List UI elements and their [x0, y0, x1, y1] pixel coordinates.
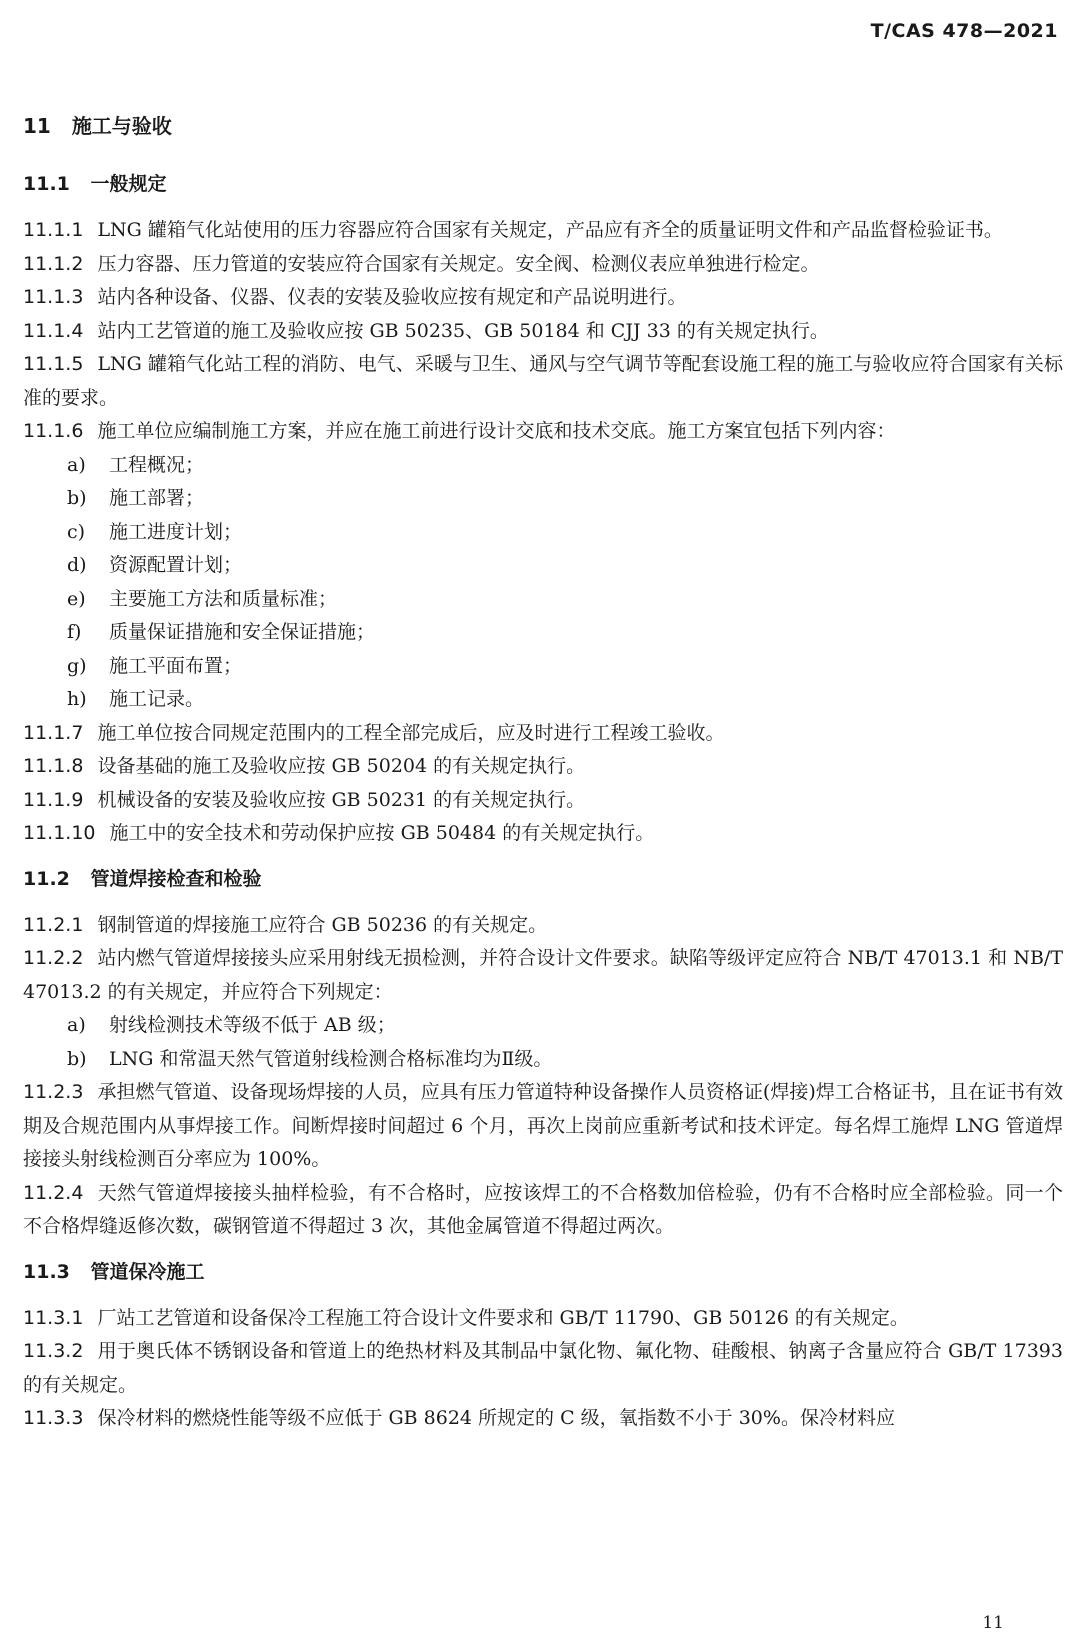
section-number: 11.1: [23, 173, 70, 195]
clause-text: 承担燃气管道、设备现场焊接的人员，应具有压力管道特种设备操作人员资格证(焊接)焊工合格证书，且在证书有效期及合规范围内从事焊接工作。间断焊接时间超过 6 个月，再次上岗前应重新考试和技术评定。每名焊工施焊 LNG 管道焊接接头射线检测百分率应为 100%。: [23, 1081, 1063, 1170]
clause-11-3-3: [23, 1402, 1063, 1436]
clause-11-2-3: [23, 1076, 1063, 1177]
list-item: [67, 583, 1063, 617]
list-item: [67, 449, 1063, 483]
clause-number: 11.2.2: [23, 947, 84, 969]
list-item-label: e): [67, 587, 86, 610]
document-body: [23, 112, 1063, 1436]
clause-11-3-2: [23, 1335, 1063, 1402]
list-item: [67, 516, 1063, 550]
list-item-text: 工程概况；: [109, 453, 205, 476]
clause-number: 11.1.4: [23, 319, 84, 342]
list-item-label: d): [67, 554, 87, 576]
list-item-text: 施工平面布置；: [109, 654, 243, 677]
clause-text: 厂站工艺管道和设备保冷工程施工符合设计文件要求和 GB/T 11790、GB 50126 的有关规定。: [97, 1306, 909, 1329]
clause-11-1-7: [23, 717, 1063, 751]
clause-11-1-5: [23, 348, 1063, 415]
clause-text: 天然气管道焊接接头抽样检验，有不合格时，应按该焊工的不合格数加倍检验，仍有不合格时应全部检验。同一个不合格焊缝返修次数，碳钢管道不得超过 3 次，其他金属管道不得超过两次。: [23, 1181, 1063, 1237]
list-item-text: 主要施工方法和质量标准；: [109, 587, 338, 610]
clause-number: 11.1.7: [23, 721, 84, 744]
list-item: [67, 482, 1063, 516]
list-item-label: f): [67, 621, 82, 643]
list-item-text: LNG 和常温天然气管道射线检测合格标准均为Ⅱ级。: [109, 1047, 553, 1070]
section-heading-11-2: [23, 865, 1063, 893]
list-item: [67, 1043, 1063, 1077]
clause-11-1-1: [23, 214, 1063, 248]
list-item-label: h): [67, 688, 87, 710]
section-number: 11.3: [23, 1260, 70, 1283]
clause-number: 11.1.3: [23, 286, 84, 308]
clause-text: LNG 罐箱气化站使用的压力容器应符合国家有关规定，产品应有齐全的质量证明文件和产品监督检验证书。: [97, 219, 1003, 241]
page-number: 11: [982, 1613, 1004, 1633]
clause-number: 11.1.6: [23, 420, 84, 442]
clause-number: 11.2.3: [23, 1081, 84, 1103]
list-item-label: a): [67, 1014, 86, 1036]
clause-11-1-3: [23, 281, 1063, 315]
section-heading-11-3: [23, 1258, 1063, 1286]
clause-11-2-4: [23, 1177, 1063, 1244]
list-item-label: c): [67, 520, 86, 543]
section-title: 管道保冷施工: [90, 1260, 205, 1283]
clause-number: 11.3.1: [23, 1306, 84, 1329]
list-item-text: 质量保证措施和安全保证措施；: [109, 621, 376, 643]
clause-11-2-2: [23, 942, 1063, 1009]
list-item-text: 施工部署；: [109, 487, 205, 509]
list-item: [67, 616, 1063, 650]
chapter-number: 11: [23, 114, 51, 138]
clause-number: 11.3.2: [23, 1340, 84, 1362]
clause-text: LNG 罐箱气化站工程的消防、电气、采暖与卫生、通风与空气调节等配套设施工程的施工与验收应符合国家有关标准的要求。: [23, 353, 1063, 409]
section-title: 一般规定: [90, 173, 167, 195]
chapter-title: 施工与验收: [71, 114, 172, 138]
clause-number: 11.1.9: [23, 788, 84, 811]
list-item: [67, 549, 1063, 583]
clause-text: 站内燃气管道焊接接头应采用射线无损检测，并符合设计文件要求。缺陷等级评定应符合 NB/T 47013.1 和 NB/T 47013.2 的有关规定，并应符合下列规定：: [23, 947, 1063, 1003]
list-item-text: 射线检测技术等级不低于 AB 级；: [109, 1014, 396, 1036]
list-item: [67, 650, 1063, 684]
clause-number: 11.1.10: [23, 822, 96, 844]
clause-text: 机械设备的安装及验收应按 GB 50231 的有关规定执行。: [97, 788, 586, 811]
clause-text: 施工单位应编制施工方案，并应在施工前进行设计交底和技术交底。施工方案宜包括下列内容：: [97, 420, 896, 442]
clause-text: 用于奥氏体不锈钢设备和管道上的绝热材料及其制品中氯化物、氟化物、硅酸根、钠离子含量应符合 GB/T 17393 的有关规定。: [23, 1340, 1063, 1396]
clause-11-2-1: [23, 909, 1063, 943]
list-item: [67, 1009, 1063, 1043]
clause-number: 11.1.1: [23, 219, 84, 241]
list-item-label: a): [67, 453, 86, 476]
section-heading-11-1: [23, 170, 1063, 198]
chapter-heading: [23, 112, 1063, 140]
section-number: 11.2: [23, 867, 70, 890]
clause-11-3-1: [23, 1302, 1063, 1336]
clause-11-1-9: [23, 784, 1063, 818]
clause-text: 站内各种设备、仪器、仪表的安装及验收应按有规定和产品说明进行。: [97, 286, 687, 308]
clause-text: 钢制管道的焊接施工应符合 GB 50236 的有关规定。: [97, 913, 548, 936]
clause-11-1-4: [23, 315, 1063, 349]
clause-number: 11.1.2: [23, 252, 84, 275]
clause-number: 11.1.5: [23, 353, 84, 375]
clause-number: 11.2.1: [23, 913, 84, 936]
clause-text: 保冷材料的燃烧性能等级不应低于 GB 8624 所规定的 C 级，氧指数不小于 30%。保冷材料应: [97, 1407, 895, 1429]
list-item-text: 资源配置计划；: [109, 554, 243, 576]
clause-number: 11.3.3: [23, 1407, 84, 1429]
clause-11-1-6: [23, 415, 1063, 449]
clause-11-1-8: [23, 750, 1063, 784]
clause-number: 11.1.8: [23, 755, 84, 777]
list-item-label: g): [67, 654, 87, 677]
clause-11-1-10: [23, 817, 1063, 851]
clause-text: 站内工艺管道的施工及验收应按 GB 50235、GB 50184 和 CJJ 33 的有关规定执行。: [97, 319, 829, 342]
clause-text: 设备基础的施工及验收应按 GB 50204 的有关规定执行。: [97, 755, 586, 777]
list-item-label: b): [67, 1047, 87, 1070]
standard-code: T/CAS 478—2021: [870, 20, 1058, 42]
list-item-text: 施工记录。: [109, 688, 205, 710]
clause-number: 11.2.4: [23, 1181, 84, 1204]
list-item: [67, 683, 1063, 717]
clause-text: 施工单位按合同规定范围内的工程全部完成后，应及时进行工程竣工验收。: [97, 721, 725, 744]
section-title: 管道焊接检查和检验: [90, 867, 262, 890]
clause-text: 压力容器、压力管道的安装应符合国家有关规定。安全阀、检测仪表应单独进行检定。: [97, 252, 820, 275]
clause-11-1-2: [23, 248, 1063, 282]
list-item-text: 施工进度计划；: [109, 520, 243, 543]
list-item-label: b): [67, 487, 87, 509]
clause-text: 施工中的安全技术和劳动保护应按 GB 50484 的有关规定执行。: [109, 822, 655, 844]
